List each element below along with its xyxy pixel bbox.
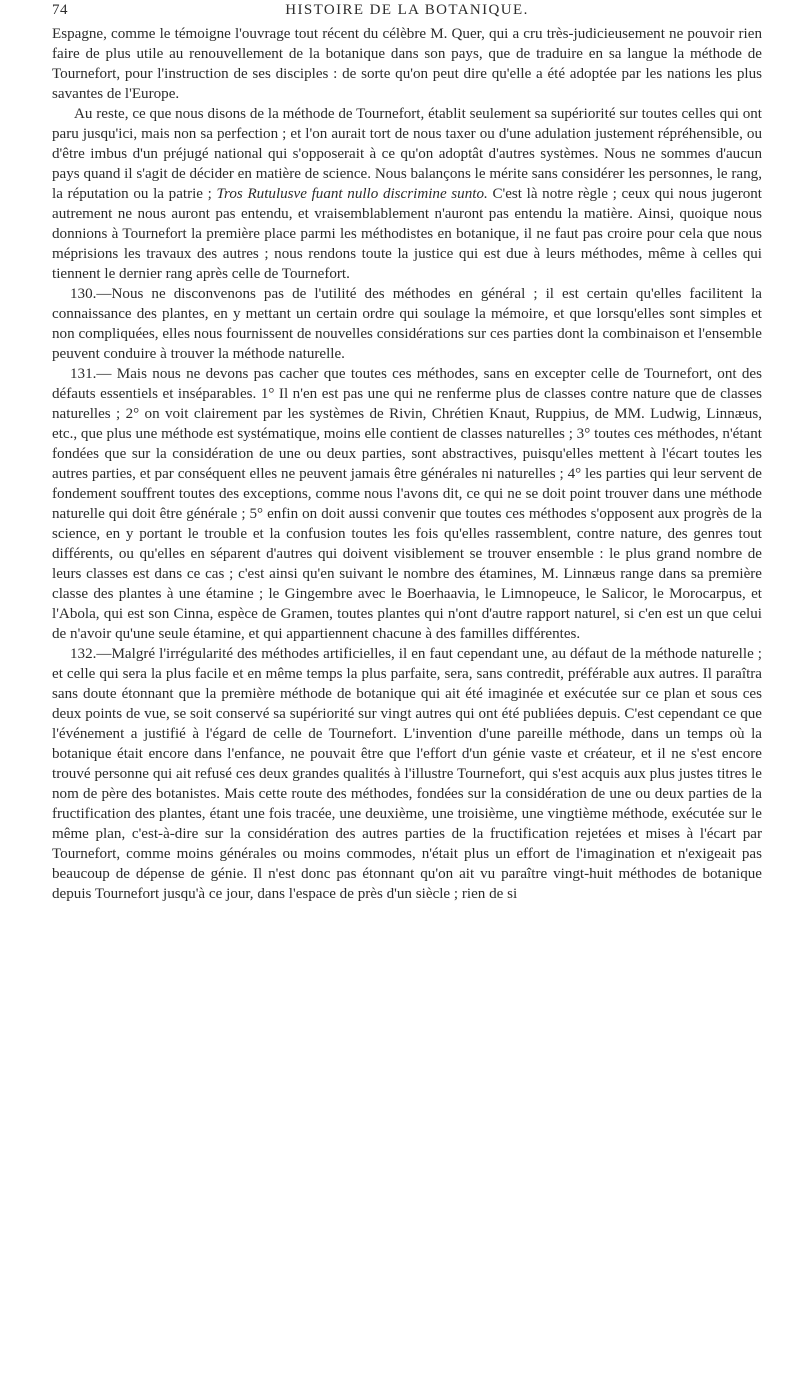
paragraph-131: 131.— Mais nous ne devons pas cacher que toutes ces méthodes, sans en excepter celle de Tournefort, ont des défauts essentiels et inséparables. 1° Il n'en est pas une qui ne renferme plus de classes contre nature que de classes naturelles ; 2° on voit clairement par les systèmes de Rivin, Chrétien Knaut, Ruppius, de MM. Ludwig, Linnæus, etc., que plus une méthode est systématique, moins elle contient de classes naturelles ; 3° toutes ces méthodes, n'étant fondées que sur la considération de une ou deux parties, sont abstractives, puisqu'elles mettent à l'écart toutes les autres parties, et par conséquent elles ne peuvent jamais être générales ni naturelles ; 4° les parties qui leur servent de fondement souffrent toutes des exceptions, comme nous l'avons dit, ce qui ne se doit point trouver dans une méthode naturelle qui doit être générale ; 5° enfin on doit aussi convenir que toutes ces méthodes s'opposent aux progrès de la science, en y portant le trouble et la confusion toutes les fois qu'elles rassemblent, contre nature, des genres tout différents, ou qu'elles en séparent d'autres qui doivent visiblement se trouver ensemble : le plus grand nombre de leurs classes est dans ce cas ; c'est ainsi qu'en suivant le nombre des étamines, M. Linnæus range dans sa première classe des plantes à une étamine ; le Gingembre avec le Boerhaavia, le Limnopeuce, le Salicor, le Morocarpus, et l'Abola, qui est son Cinna, espèce de Gramen, toutes plantes qui n'ont d'autre rapport naturel, si c'en est un que celui de n'avoir qu'une seule étamine, et qui appartiennent chacune à des familles différentes. bbox=[52, 366, 762, 642]
paragraph-au-reste bbox=[52, 104, 762, 284]
paragraph-132: 132.—Malgré l'irrégularité des méthodes artificielles, il en faut cependant une, au défaut de la méthode naturelle ; et celle qui sera la plus facile et en même temps la plus parfaite, sera, sans contredit, préférable aux autres. Il paraîtra sans doute étonnant que la première méthode de botanique qui ait été imaginée et exécutée sur ce plan et sous ces deux points de vue, se soit conservé sa supériorité sur vingt autres qui ont été publiées depuis. C'est cependant ce que l'événement a justifié à l'égard de celle de Tournefort. L'invention d'une pareille méthode, dans un temps où la botanique était encore dans l'enfance, ne pouvait être que l'effort d'un génie vaste et créateur, et il ne s'est encore trouvé personne qui ait refusé ces deux grandes qualités à l'illustre Tournefort, qui s'est acquis aux plus justes titres le nom de père des botanistes. Mais cette route des méthodes, fondées sur la considération de une ou deux parties de la fructification des plantes, étant une fois tracée, une deuxième, une troisième, une vingtième méthode, exécutée sur le même plan, c'est-à-dire sur la considération des autres parties de la fructification rejetées et mises à l'écart par Tournefort, comme moins générales ou moins commodes, n'était plus un effort de l'imagination et n'exigeait pas beaucoup de dépense de génie. Il n'est donc pas étonnant qu'on ait vu paraître vingt-huit méthodes de botanique depuis Tournefort jusqu'à ce jour, dans l'espace de près d'un siècle ; rien de si bbox=[52, 646, 762, 902]
body-text bbox=[52, 24, 762, 904]
latin-quotation: Tros Rutulusve fuant nullo discrimine sunto. bbox=[216, 186, 488, 202]
running-title: HISTOIRE DE LA BOTANIQUE. bbox=[285, 2, 529, 18]
running-head bbox=[52, 2, 762, 22]
paragraph-text: Au reste, ce que nous disons de la méthode de Tournefort, établit seulement sa supériorité sur toutes celles qui ont paru jusqu'ici, mais non sa perfection ; et l'on aurait tort de nous taxer ou d'une adulation justement répréhensible, ou d'être imbus d'un préjugé national qui s'opposerait à ce qu'on adoptât d'autres systèmes. Nous ne sommes d'aucun pays quand il s'agit de décider en matière de science. Nous balançons le mérite sans considérer les personnes, le rang, la réputation ou la patrie ; bbox=[52, 106, 762, 202]
paragraph-130: 130.—Nous ne disconvenons pas de l'utilité des méthodes en général ; il est certain qu'elles facilitent la connaissance des plantes, en y mettant un certain ordre qui soulage la mémoire, et que lorsqu'elles sont simples et non compliquées, elles nous fournissent de nouvelles considérations sur ces parties dont la combinaison et l'ensemble peuvent conduire à trouver la méthode naturelle. bbox=[52, 286, 762, 362]
page-number: 74 bbox=[52, 2, 68, 18]
paragraph-continuation: Espagne, comme le témoigne l'ouvrage tout récent du célèbre M. Quer, qui a cru très-judicieusement ne pouvoir rien faire de plus utile au renouvellement de la botanique dans son pays, que de traduire en sa langue la méthode de Tournefort, pour l'instruction de ses disciples : de sorte qu'on peut dire qu'elle a été adoptée par les nations les plus savantes de l'Europe. bbox=[52, 26, 762, 102]
paragraph-text: C'est là notre règle ; ceux qui nous jugeront autrement ne nous auront pas entendu, et vraisemblablement n'auront pas entendu la matière. Ainsi, quoique nous donnions à Tournefort la première place parmi les méthodistes en botanique, il ne faut pas croire pour cela que nous méprisions les travaux des autres ; nous rendons toute la justice qui est due à leurs méthodes, même à celles qui tiennent le dernier rang après celle de Tournefort. bbox=[52, 186, 763, 282]
